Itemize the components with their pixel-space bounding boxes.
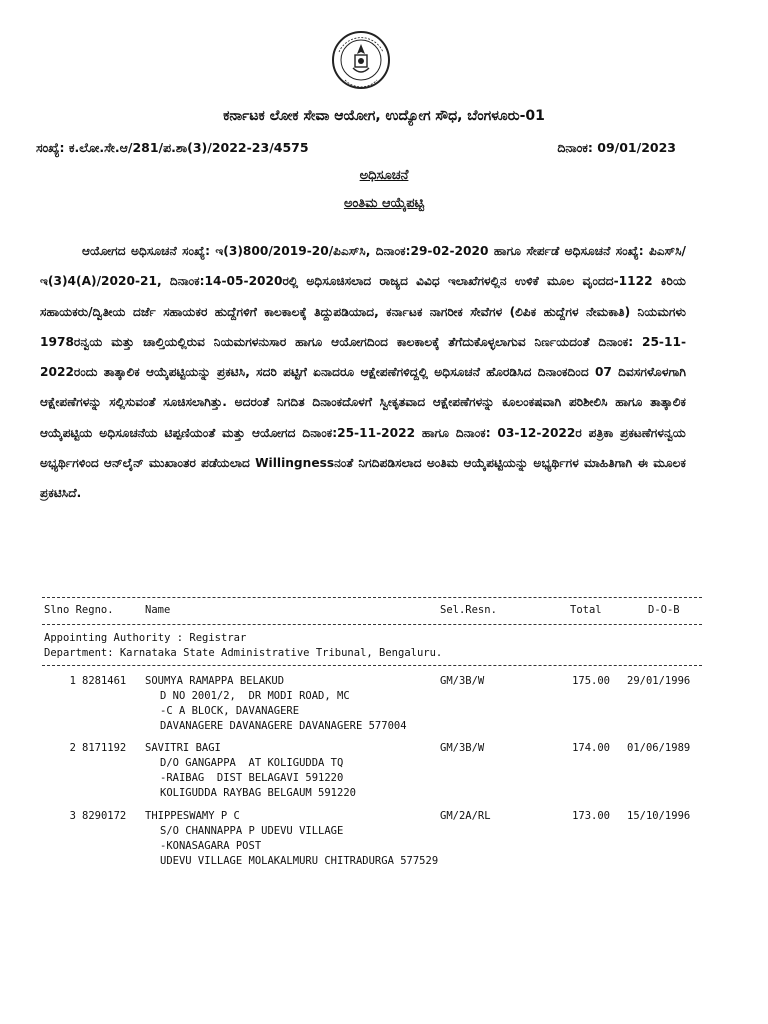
row-slno: 2 bbox=[69, 742, 76, 754]
row-slno: 3 bbox=[69, 810, 76, 822]
final-selection-list-title: ಅಂತಿಮ ಆಯ್ಕೆಪಟ್ಟಿ bbox=[343, 196, 425, 211]
notification-date: ದಿನಾಂಕ: 09/01/2023 bbox=[557, 140, 676, 155]
row-address-line: KOLIGUDDA RAYBAG BELGAUM 591220 bbox=[160, 787, 356, 799]
kpsc-seal-logo bbox=[331, 30, 391, 90]
row-regno: 8281461 bbox=[82, 675, 127, 687]
department: Department: Karnataka State Administrative Tribunal, Bengaluru. bbox=[44, 647, 443, 659]
row-total: 173.00 bbox=[572, 810, 610, 822]
row-dob: 15/10/1996 bbox=[627, 810, 691, 822]
row-dob: 01/06/1989 bbox=[627, 742, 691, 754]
row-address-line: -KONASAGARA POST bbox=[160, 840, 262, 852]
row-total: 174.00 bbox=[572, 742, 610, 754]
row-address-line: D NO 2001/2, DR MODI ROAD, MC bbox=[160, 690, 350, 702]
row-address-line: UDEVU VILLAGE MOLAKALMURU CHITRADURGA 577529 bbox=[160, 855, 439, 867]
reference-number: ಸಂಖ್ಯೆ: ಕ.ಲೋ.ಸೇ.ಆ/281/ಪ.ಶಾ(3)/2022-23/4575 bbox=[36, 140, 309, 155]
row-name: SAVITRI BAGI bbox=[145, 742, 221, 754]
table-header-rule bbox=[42, 624, 702, 625]
row-address-line: S/O CHANNAPPA P UDEVU VILLAGE bbox=[160, 825, 344, 837]
row-regno: 8290172 bbox=[82, 810, 127, 822]
department-rule bbox=[42, 665, 702, 666]
table-top-rule bbox=[42, 597, 702, 598]
col-header-slno-regno: Slno Regno. bbox=[44, 604, 114, 616]
notification-body-text: ಆಯೋಗದ ಅಧಿಸೂಚನೆ ಸಂಖ್ಯೆ: ಇ(3)800/2019-20/ಪಿಎಸ್‌ಸಿ, ದಿನಾಂಕ:29-02-2020 ಹಾಗೂ ಸೇರ್ಪಡೆ ಅಧಿಸೂಚನೆ ಸಂಖ್ಯೆ: ಪಿಎಸ್‌ಸಿ/ಇ(3)4(A)/2020-21, ದಿನಾಂಕ:14-05-2020ರಲ್ಲಿ ಅಧಿಸೂಚಿಸಲಾದ ರಾಜ್ಯದ ವಿವಿಧ ಇಲಾಖೆಗಳಲ್ಲಿನ ಉಳಿಕೆ ಮೂಲ ವೃಂದದ-1122 ಕಿರಿಯ ಸಹಾಯಕರು/ದ್ವಿತೀಯ ದರ್ಜೆ ಸಹಾಯಕರ ಹುದ್ದೆಗಳಿಗೆ ಕಾಲಕಾಲಕ್ಕೆ ತಿದ್ದುಪಡಿಯಾದ, ಕರ್ನಾಟಕ ನಾಗರೀಕ ಸೇವೆಗಳ (ಲಿಪಿಕ ಹುದ್ದೆಗಳ ನೇಮಕಾತಿ) ನಿಯಮಗಳು 1978ರನ್ವಯ ಮತ್ತು ಚಾಲ್ತಿಯಲ್ಲಿರುವ ನಿಯಮಗಳನುಸಾರ ಹಾಗೂ ಆಯೋಗದಿಂದ ಕಾಲಕಾಲಕ್ಕೆ ತೆಗೆದುಕೊಳ್ಳಲಾಗುವ ನಿರ್ಣಯದಂತೆ ದಿನಾಂಕ: 25-11-2022ರಂದು ತಾತ್ಕಾಲಿಕ ಆಯ್ಕೆಪಟ್ಟಿಯನ್ನು ಪ್ರಕಟಿಸಿ, ಸದರಿ ಪಟ್ಟಿಗೆ ಏನಾದರೂ ಆಕ್ಷೇಪಣೆಗಳಿದ್ದಲ್ಲಿ ಅಧಿಸೂಚನೆ ಹೊರಡಿಸಿದ ದಿನಾಂಕದಿಂದ 07 ದಿವಸಗಳೊಳಗಾಗಿ ಆಕ್ಷೇಪಣೆಗಳನ್ನು ಸಲ್ಲಿಸುವಂತೆ ಸೂಚಿಸಲಾಗಿತ್ತು. ಅದರಂತೆ ನಿಗದಿತ ದಿನಾಂಕದೊಳಗೆ ಸ್ವೀಕೃತವಾದ ಆಕ್ಷೇಪಣೆಗಳನ್ನು ಕೂಲಂಕಷವಾಗಿ ಪರಿಶೀಲಿಸಿ ಹಾಗೂ ತಾತ್ಕಾಲಿಕ ಆಯ್ಕೆಪಟ್ಟಿಯ ಅಧಿಸೂಚನೆಯ ಟಿಪ್ಪಣಿಯಂತೆ ಮತ್ತು ಆಯೋಗದ ದಿನಾಂಕ:25-11-2022 ಹಾಗೂ ದಿನಾಂಕ: 03-12-2022ರ ಪತ್ರಿಕಾ ಪ್ರಕಟಣೆಗಳನ್ವಯ ಅಭ್ಯರ್ಥಿಗಳಿಂದ ಆನ್‌ಲೈನ್ ಮುಖಾಂತರ ಪಡೆಯಲಾದ Willingnessನಂತೆ ನಿಗದಿಪಡಿಸಲಾದ ಅಂತಿಮ ಆಯ್ಕೆಪಟ್ಟಿಯನ್ನು ಅಭ್ಯರ್ಥಿಗಳ ಮಾಹಿತಿಗಾಗಿ ಈ ಮೂಲಕ ಪ್ರಕಟಿಸಿದೆ. bbox=[40, 244, 686, 501]
appointing-authority: Appointing Authority : Registrar bbox=[44, 632, 247, 644]
row-address-line: D/O GANGAPPA AT KOLIGUDDA TQ bbox=[160, 757, 344, 769]
row-address-line: -C A BLOCK, DAVANAGERE bbox=[160, 705, 300, 717]
row-sel-resn: GM/3B/W bbox=[440, 742, 485, 754]
row-sel-resn: GM/3B/W bbox=[440, 675, 485, 687]
row-name: THIPPESWAMY P C bbox=[145, 810, 240, 822]
col-header-total: Total bbox=[570, 604, 602, 616]
row-regno: 8171192 bbox=[82, 742, 127, 754]
col-header-name: Name bbox=[145, 604, 171, 616]
row-name: SOUMYA RAMAPPA BELAKUD bbox=[145, 675, 285, 687]
notification-title: ಅಧಿಸೂಚನೆ bbox=[359, 168, 409, 183]
notification-body bbox=[40, 236, 686, 509]
row-dob: 29/01/1996 bbox=[627, 675, 691, 687]
row-sel-resn: GM/2A/RL bbox=[440, 810, 491, 822]
row-address-line: -RAIBAG DIST BELAGAVI 591220 bbox=[160, 772, 344, 784]
row-total: 175.00 bbox=[572, 675, 610, 687]
row-address-line: DAVANAGERE DAVANAGERE DAVANAGERE 577004 bbox=[160, 720, 407, 732]
col-header-dob: D-O-B bbox=[648, 604, 680, 616]
reference-line bbox=[36, 140, 676, 156]
office-heading: ಕರ್ನಾಟಕ ಲೋಕ ಸೇವಾ ಆಯೋಗ, ಉದ್ಯೋಗ ಸೌಧ, ಬೆಂಗಳೂರು-01 bbox=[223, 108, 545, 124]
row-slno: 1 bbox=[69, 675, 76, 687]
col-header-sel-resn: Sel.Resn. bbox=[440, 604, 497, 616]
